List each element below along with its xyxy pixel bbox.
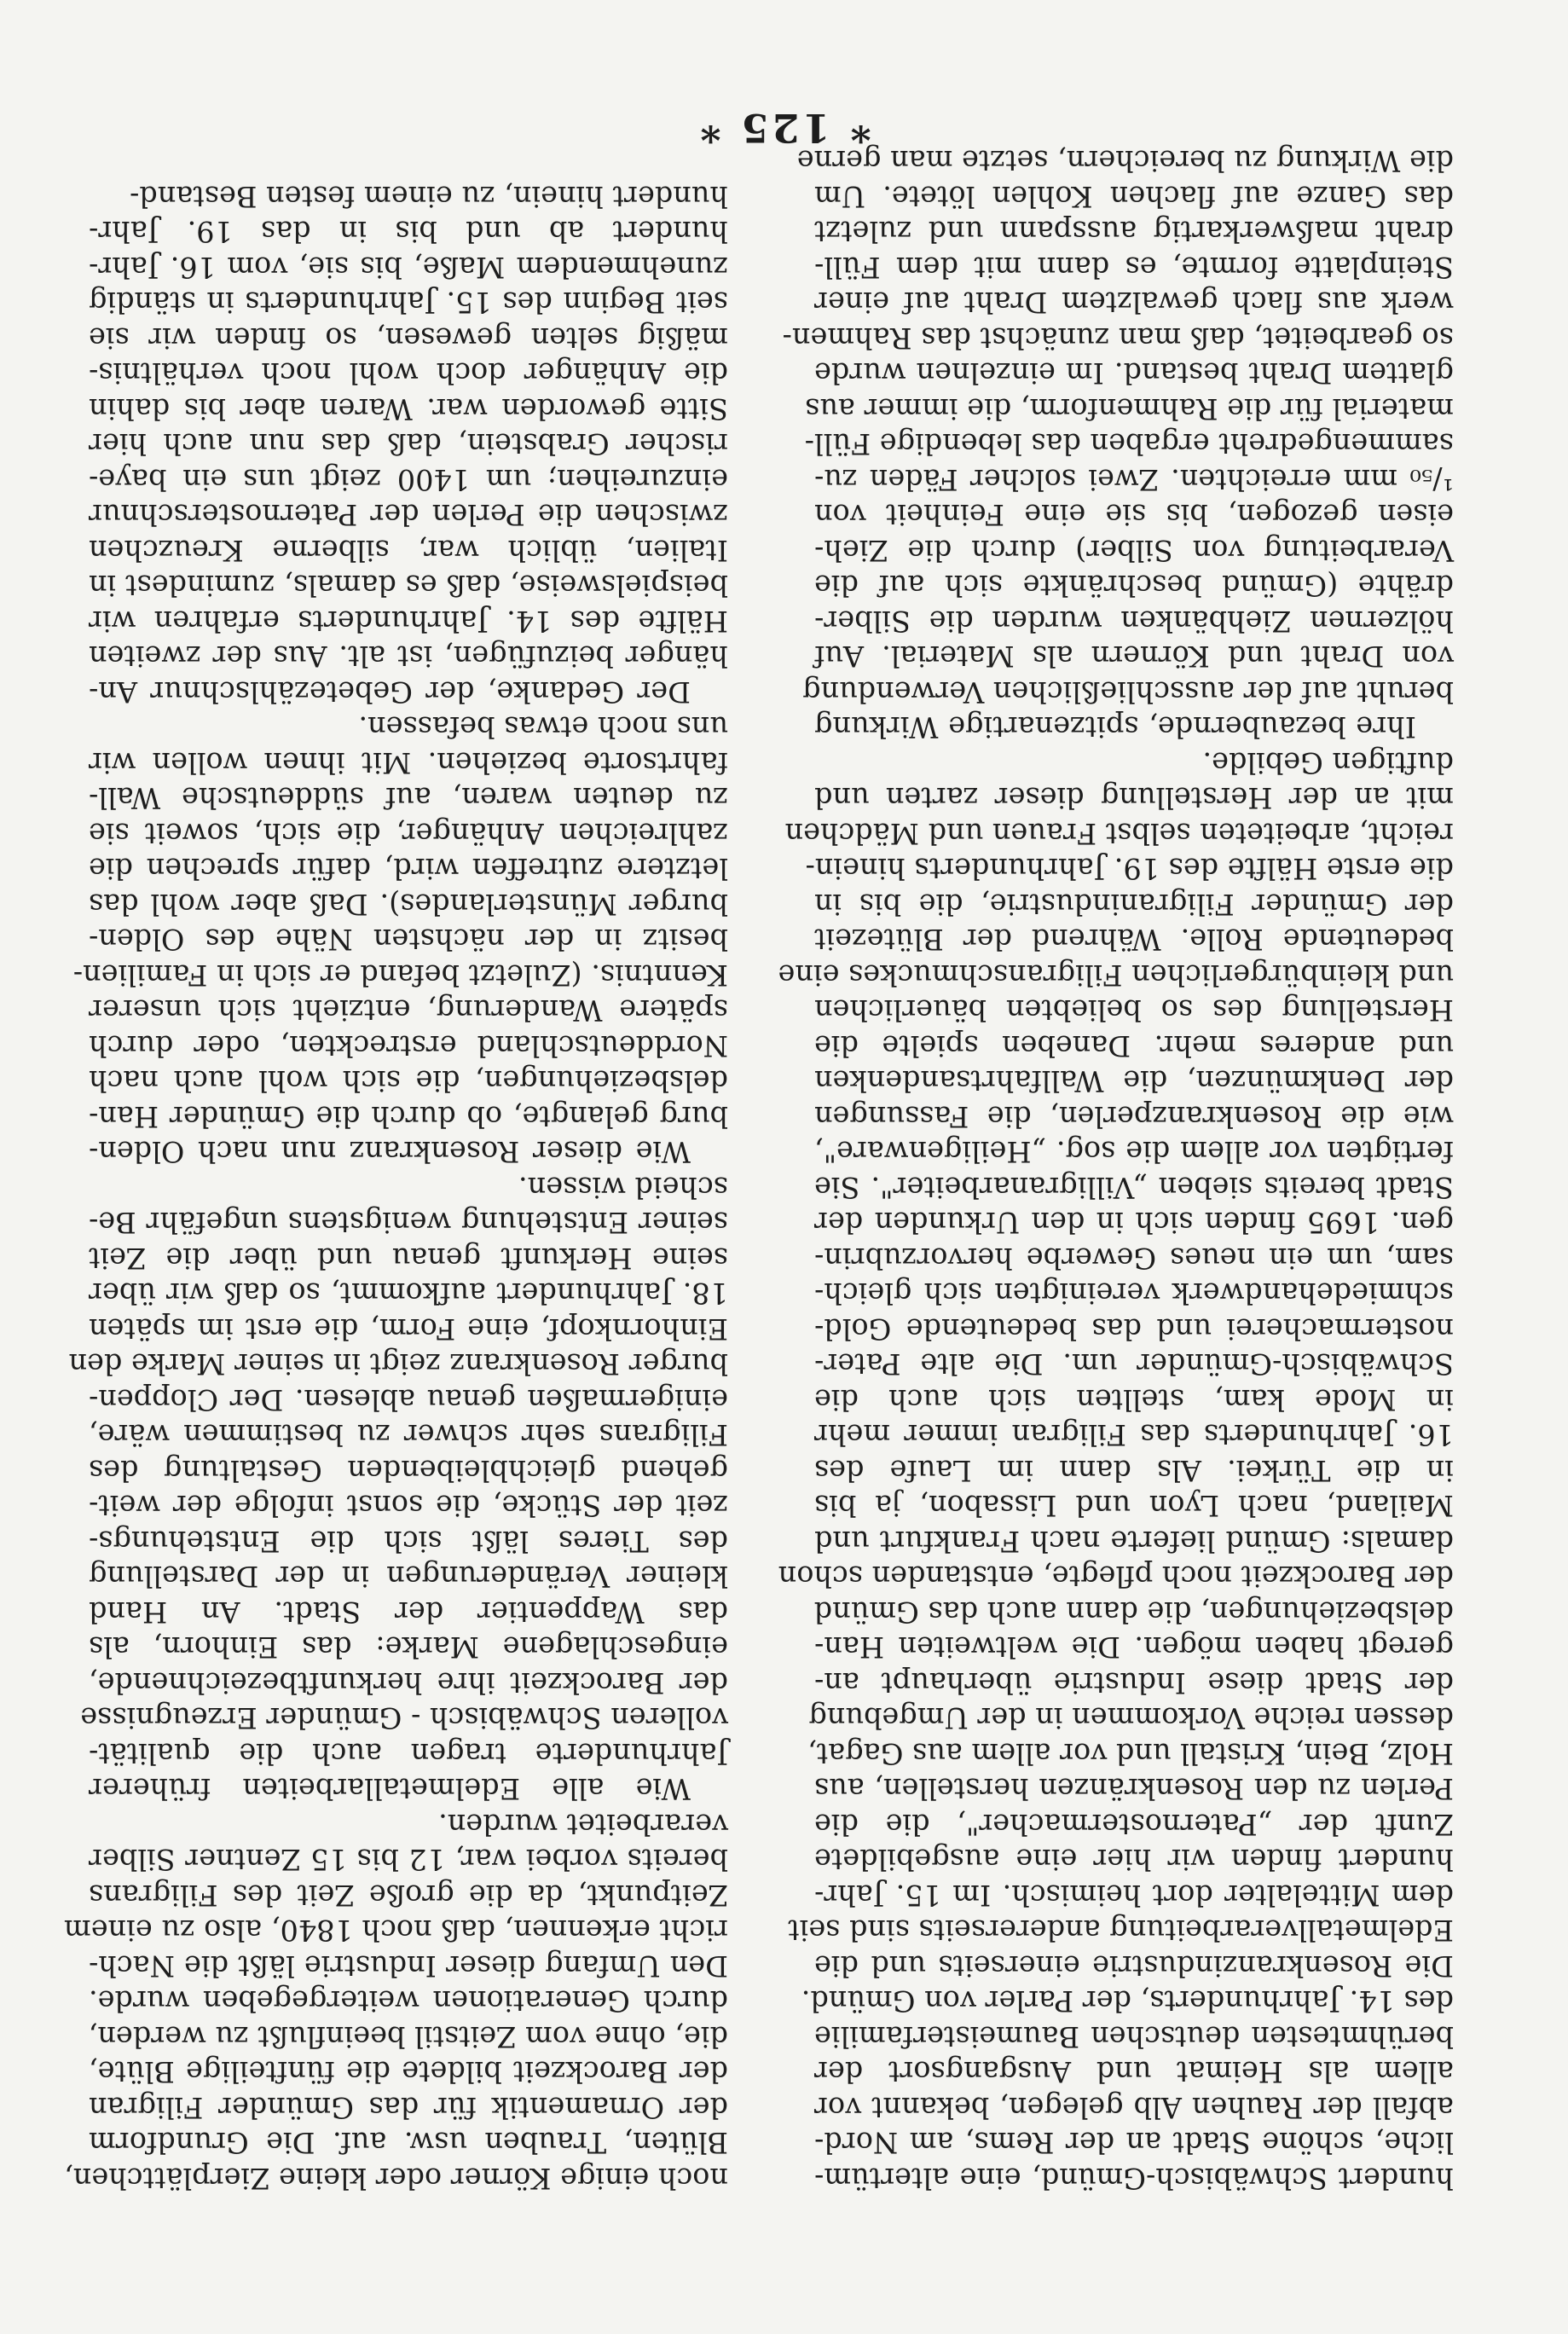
text-line: geregt haben mögen. Die weltweiten Han-	[814, 1630, 1454, 1665]
text-line: material für die Rahmenform, die immer aus	[805, 392, 1454, 426]
paragraph	[89, 179, 728, 710]
text-line: hundert finden wir hier eine ausgebildete	[814, 1843, 1454, 1877]
text-line: allem als Heimat und Ausgangsort der	[814, 2055, 1454, 2089]
text-line: der Barockzeit ihre herkunftbezeichnende,	[89, 1666, 728, 1700]
text-line: seiner Entstehung wenigstens ungefähr Be-	[89, 1206, 728, 1240]
text-line: scheid wissen.	[518, 1171, 728, 1204]
text-line: seit Beginn des 15. Jahrhunderts in ständig	[89, 286, 728, 320]
text-line: sammengedreht ergaben das lebendige Füll-	[804, 427, 1454, 461]
text-line: duftigen Gebilde.	[1202, 746, 1454, 779]
text-line: beruht auf der ausschließlichen Verwendung	[802, 675, 1454, 709]
paragraph	[782, 143, 1454, 745]
text-line: Jahrhunderte tragen auch die qualität-	[89, 1737, 728, 1770]
text-line: Hälfte des 14. Jahrhunderts erfahren wir	[89, 605, 728, 638]
text-line: zu deuten waren, auf süddeutsche Wall-	[89, 781, 728, 815]
text-line: bereits vorbei war, 12 bis 15 Zentner Silber	[89, 1843, 728, 1877]
text-line: das Ganze auf flachen Kohlen lötete. Um	[814, 180, 1454, 213]
text-line: Der Gedanke, der Gebetezählschnur An-	[89, 675, 691, 709]
text-line: Verarbeitung von Silber) durch die Zieh-	[814, 534, 1454, 567]
text-line: die erste Hälfte des 19. Jahrhunderts hinein-	[805, 852, 1454, 886]
text-line: gen. 1695 finden sich in den Urkunden der	[814, 1206, 1454, 1240]
text-line: in die Türkei. Als dann im Laufe des	[814, 1454, 1454, 1487]
text-line: Norddeutschland erstreckten, oder durch	[89, 1029, 728, 1063]
paragraph	[64, 1807, 728, 2197]
text-line: hölzernen Ziehbänken wurden die Silber-	[814, 605, 1454, 638]
text-line: schmiedehandwerk vereinigten sich gleich-	[814, 1277, 1454, 1311]
text-line: berühmtesten deutschen Baumeisterfamilie	[814, 2020, 1454, 2053]
text-line: so gearbeitet, daß man zunächst das Rahmen-	[782, 321, 1454, 355]
text-line: Wie alle Edelmetallarbeiten früherer	[89, 1772, 691, 1806]
text-line: beispielsweise, daß es damals, zumindest in	[89, 569, 728, 603]
text-line: reicht, arbeiteten selbst Frauen und Mädchen	[784, 817, 1454, 850]
text-line: delsbeziehungen, die sich wohl auch nach	[89, 1064, 728, 1098]
text-line: delsbeziehungen, die dann auch das Gmünd	[813, 1596, 1454, 1629]
text-line: mäßig selten gewesen, so finden wir sie	[89, 321, 728, 355]
text-line: der Barockzeit bildete die fünfteilige Blüte,	[89, 2055, 728, 2089]
text-line: des Tieres läßt sich die Entstehungs-	[89, 1525, 728, 1558]
text-line: rischer Grabstein, daß das nun auch hier	[89, 427, 728, 461]
text-line: Die Rosenkranzindustrie einerseits und die	[814, 1949, 1454, 1983]
text-line: Kenntnis. (Zuletzt befand er sich in Familien-	[72, 959, 728, 992]
text-line: ¹/₅₀ mm erreichten. Zwei solcher Fäden zu-	[814, 463, 1454, 496]
text-line: des 14. Jahrhunderts, der Parler von Gmünd.	[801, 1984, 1454, 2018]
text-line: Perlen zu den Rosenkränzen herstellen, aus	[814, 1772, 1454, 1806]
text-line: hundert Schwäbisch-Gmünd, eine altertüm-	[814, 2162, 1454, 2195]
text-line: Stadt bereits sieben „Villigranarbeiter". Sie	[814, 1171, 1454, 1204]
text-line: Blüten, Trauben usw. auf. Die Grundform	[89, 2126, 728, 2160]
text-line: einzureihen; um 1400 zeigt uns ein baye-	[89, 463, 728, 496]
left-column	[778, 143, 1454, 2196]
text-line: Den Umfang dieser Industrie läßt die Nach-	[89, 1949, 728, 1983]
text-line: der Ornamentik für das Gmünder Filigran	[89, 2091, 728, 2124]
text-line: Italien, üblich war, silberne Kreuzchen	[89, 534, 728, 567]
text-line: sam, um ein neues Gewerbe hervorzubrin-	[814, 1242, 1454, 1275]
text-line: die Wirkung zu bereichern, setzte man gerne	[796, 144, 1454, 178]
text-line: dessen reiche Vorkommen in der Umgebung	[808, 1701, 1454, 1735]
text-line: Zeitpunkt, da die große Zeit des Filigrans	[89, 1879, 728, 1912]
text-line: verarbeitet wurden.	[438, 1808, 728, 1841]
text-line: in Mode kam, stellten sich auch die	[814, 1383, 1454, 1416]
text-line: eisen gezogen, bis sie eine Feinheit von	[814, 498, 1454, 532]
text-line: von Draht und Körnern als Material. Auf	[814, 640, 1454, 674]
text-line: Herstellung des so beliebten bäuerlichen	[814, 993, 1454, 1028]
text-line: draht maßwerkartig ausspann und zuletzt	[814, 215, 1454, 249]
text-line: werk aus flach gewalztem Draht auf einer	[814, 286, 1454, 320]
text-line: besitz in der nächsten Nähe des Olden-	[89, 923, 728, 957]
text-line: der Barockzeit noch pflegte, entstanden schon	[778, 1560, 1454, 1594]
text-line: liche, schöne Stadt an der Rems, am Nord-	[814, 2126, 1454, 2160]
paragraph	[778, 745, 1454, 2197]
text-line: einigermaßen genau ablesen. Der Cloppen-	[89, 1383, 728, 1416]
page-number: * 125 *	[697, 105, 871, 151]
text-line: das Wappentier der Stadt. An Hand	[89, 1596, 728, 1629]
text-line: bedeutende Rolle. Während der Blütezeit	[814, 923, 1454, 957]
text-line: zeit der Stücke, die sonst infolge der weit-	[89, 1489, 728, 1523]
text-line: burger Münsterlandes). Daß aber wohl das	[89, 888, 728, 921]
text-line: Steinplatte formte, es dann mit dem Füll-	[814, 251, 1454, 284]
text-line: Holz, Bein, Kristall und vor allem aus Gagat,	[807, 1737, 1454, 1770]
text-line: burger Rosenkranz zeigt in seiner Marke den	[68, 1347, 728, 1381]
text-line: mit an der Herstellung dieser zarten und	[814, 781, 1454, 815]
text-line: 18. Jahrhundert aufkommt, so daß wir über	[89, 1277, 728, 1311]
right-column	[64, 179, 728, 2197]
text-line: und kleinbürgerlichen Filigranschmuckes eine	[778, 959, 1454, 992]
text-line: volleren Schwäbisch - Gmünder Erzeugnisse	[80, 1701, 728, 1735]
text-line: eingeschlagene Marke: das Einhorn, als	[89, 1630, 728, 1665]
text-line: noch einige Körner oder kleine Zierplättchen,	[64, 2162, 728, 2195]
text-line: der Gmünder Filigranindustrie, die bis in	[814, 888, 1454, 921]
paragraph	[68, 1170, 728, 1807]
text-line: zunehmendem Maße, bis sie, vom 16. Jahr-	[89, 251, 728, 284]
text-line: seine Herkunft genau und über die Zeit	[89, 1242, 728, 1275]
text-line: letztere zutreffen wird, dafür sprechen die	[89, 852, 728, 886]
text-line: durch Generationen weitergegeben wurde.	[89, 1984, 728, 2018]
text-line: der Stadt diese Industrie überhaupt an-	[814, 1666, 1454, 1700]
text-line: fahrtsorte beziehen. Mit ihnen wollen wir	[89, 746, 728, 779]
text-line: kleiner Veränderungen in der Darstellung	[89, 1560, 728, 1594]
text-line: richt erkennen, daß noch 1840, also zu einem	[64, 1914, 728, 1948]
text-line: hundert hinein, zu einem festen Bestand-	[130, 180, 728, 213]
text-line: damals: Gmünd lieferte nach Frankfurt und	[814, 1525, 1454, 1558]
text-line: glattem Draht bestand. Im einzelnen wurde	[814, 356, 1454, 391]
text-line: Sitte geworden war. Waren aber bis dahin	[89, 392, 728, 426]
text-line: die Anhänger doch wohl noch verhältnis-	[89, 356, 728, 391]
text-line: gehend gleichbleibenden Gestaltung des	[89, 1454, 728, 1487]
text-line: Ihre bezaubernde, spitzenartige Wirkung	[814, 710, 1416, 744]
text-line: nostermacherei und das bedeutende Gold-	[814, 1312, 1454, 1346]
text-line: Edelmetallverarbeitung andererseits sind seit	[788, 1914, 1454, 1948]
text-line: wie die Rosenkranzperlen, die Fassungen	[814, 1100, 1454, 1133]
text-line: fertigten vor allem die sog. „Heiligenware",	[814, 1135, 1454, 1169]
text-line: Filigrans sehr schwer zu bestimmen wäre,	[89, 1418, 728, 1452]
text-line: uns noch etwas befassen.	[358, 710, 728, 744]
text-line: Einhornkopf, eine Form, die erst im späten	[89, 1312, 728, 1346]
text-line: zwischen die Perlen der Paternosterschnur	[89, 498, 728, 532]
text-line: dem Mittelalter dort heimisch. Im 15. Jahr-	[814, 1879, 1454, 1912]
text-line: die, ohne vom Zeitstil beeinflußt zu werden,	[88, 2020, 728, 2053]
text-line: Zunft der „Paternostermacher", die die	[814, 1808, 1454, 1841]
text-line: Mailand, nach Lyon und Lissabon, ja bis	[814, 1489, 1454, 1523]
text-line: und anderes mehr. Daneben spielte die	[814, 1029, 1454, 1063]
text-line: Schwäbisch-Gmünder um. Die alte Pater-	[814, 1347, 1454, 1381]
text-line: hänger beizufügen, ist alt. Aus der zweiten	[89, 640, 728, 674]
text-line: spätere Wanderung, entzieht sich unserer	[89, 993, 728, 1028]
text-line: burg gelangte, ob durch die Gmünder Han-	[89, 1100, 728, 1133]
text-line: der Denkmünzen, die Wallfahrtsandenken	[814, 1064, 1454, 1098]
text-line: zahlreichen Anhänger, die sich, soweit sie	[89, 817, 728, 850]
text-line: abfall der Rauhen Alb gelegen, bekannt vor	[814, 2091, 1454, 2124]
text-line: drähte (Gmünd beschränkte sich auf die	[814, 569, 1454, 603]
text-line: 16. Jahrhunderts das Filigran immer mehr	[814, 1418, 1454, 1452]
text-line: hundert ab und bis in das 19. Jahr-	[89, 215, 728, 249]
text-line: Wie dieser Rosenkranz nun nach Olden-	[89, 1135, 691, 1169]
paragraph	[72, 709, 728, 1170]
